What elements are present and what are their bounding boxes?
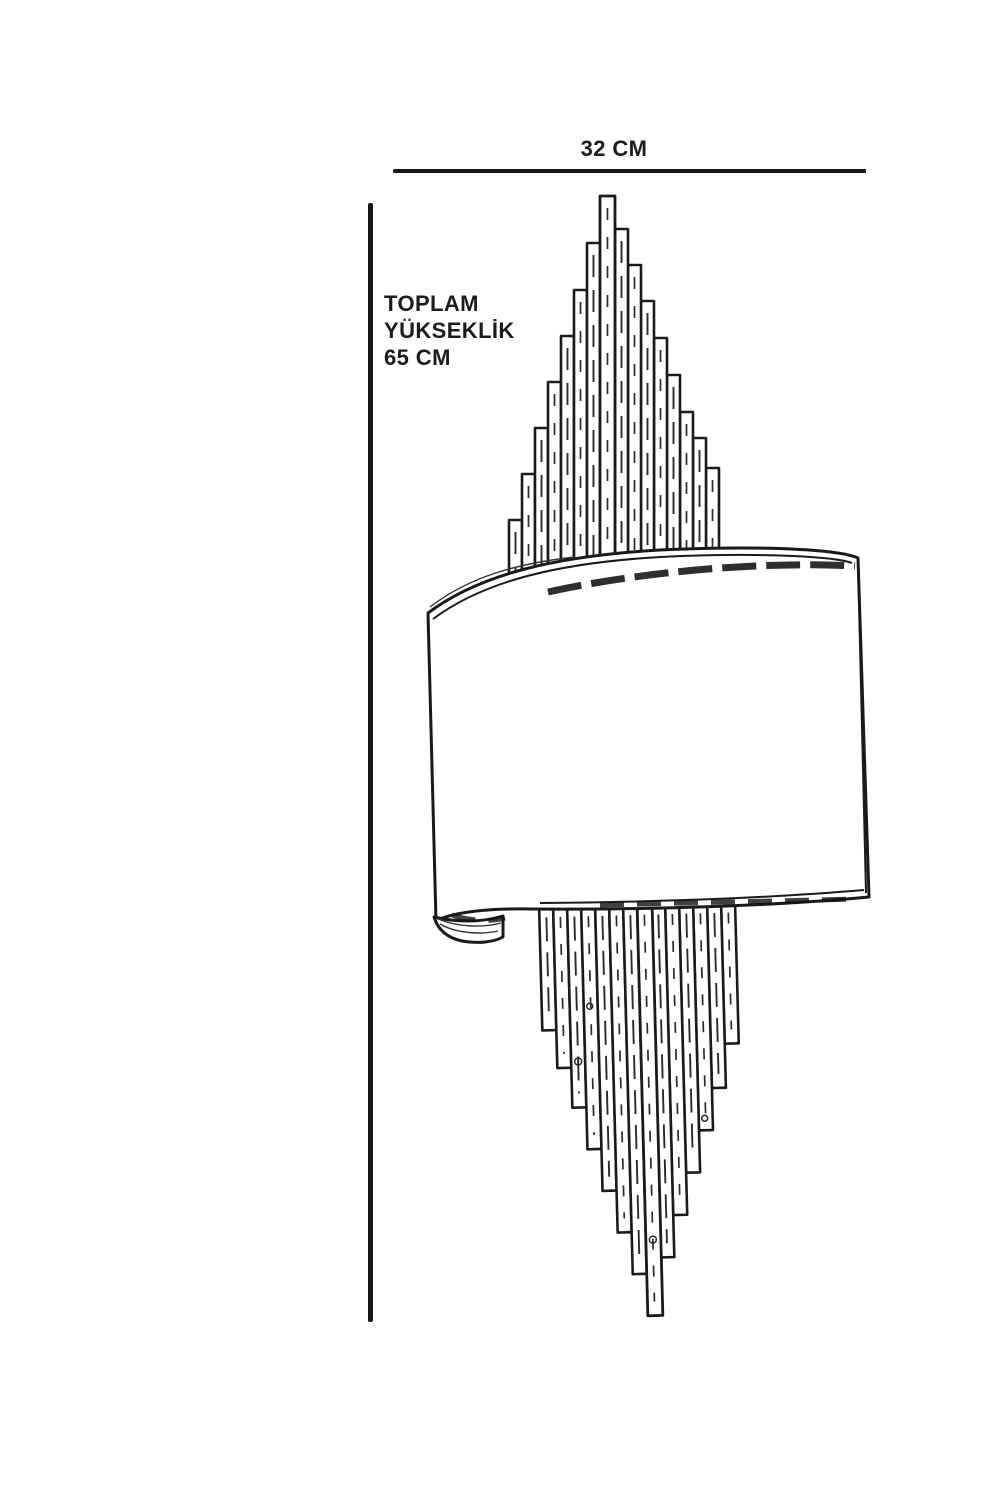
height-label-line-1: TOPLAM: [384, 291, 479, 316]
lampshade: [428, 548, 869, 942]
bottom-crystal-cascade: [539, 892, 746, 1318]
height-label-line-2: YÜKSEKLİK: [384, 318, 515, 343]
height-label-line-3: 65 CM: [384, 345, 451, 370]
lampshade-body: [428, 548, 869, 921]
width-dimension-label: 32 CM: [580, 136, 648, 161]
